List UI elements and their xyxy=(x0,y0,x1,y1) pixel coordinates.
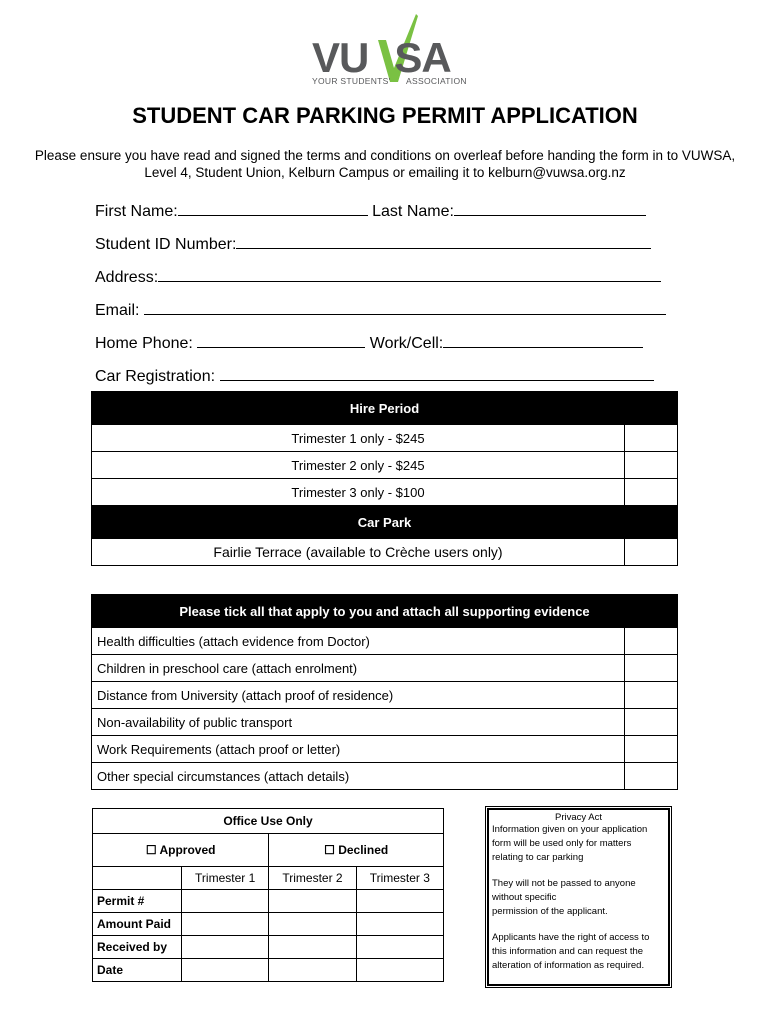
email-label: Email: xyxy=(95,302,140,319)
table-row xyxy=(92,479,678,506)
evidence-item-label: Distance from University (attach proof of residence) xyxy=(92,682,625,709)
hire-option-label: Trimester 3 only - $100 xyxy=(92,479,625,506)
address-row xyxy=(95,266,661,287)
last-name-field[interactable] xyxy=(454,200,646,216)
intro-text: Please ensure you have read and signed the terms and conditions on overleaf before handing the form in to VUWSA, Level 4, Student Union, Kelburn Campus or emailing it to kelburn@vuwsa.org.nz xyxy=(34,148,736,180)
table-row xyxy=(92,425,678,452)
table-row xyxy=(92,682,678,709)
office-cell[interactable] xyxy=(182,890,269,913)
evidence-checkbox[interactable] xyxy=(625,763,678,790)
phone-row xyxy=(95,332,643,353)
row-label: Permit # xyxy=(93,890,182,913)
home-phone-field[interactable] xyxy=(197,332,365,348)
row-label: Amount Paid xyxy=(93,913,182,936)
office-cell[interactable] xyxy=(269,936,356,959)
car-park-option-label: Fairlie Terrace (available to Crèche users only) xyxy=(92,539,625,566)
office-cell[interactable] xyxy=(269,890,356,913)
row-label: Received by xyxy=(93,936,182,959)
email-row xyxy=(95,299,666,320)
table-row xyxy=(92,763,678,790)
hire-option-checkbox[interactable] xyxy=(625,479,678,506)
privacy-act-box xyxy=(487,808,670,986)
table-row xyxy=(92,452,678,479)
first-name-field[interactable] xyxy=(178,200,368,216)
evidence-checkbox[interactable] xyxy=(625,628,678,655)
column-header: Trimester 3 xyxy=(356,867,443,890)
office-cell[interactable] xyxy=(182,913,269,936)
office-cell[interactable] xyxy=(356,959,443,982)
hire-period-header: Hire Period xyxy=(92,392,678,425)
car-park-header: Car Park xyxy=(92,506,678,539)
student-id-field[interactable] xyxy=(236,233,651,249)
privacy-paragraph: Applicants have the right of access to this information and can request the alteration of information as required. xyxy=(492,932,650,971)
table-row xyxy=(92,628,678,655)
evidence-item-label: Health difficulties (attach evidence from Doctor) xyxy=(92,628,625,655)
table-row xyxy=(92,539,678,566)
work-cell-label: Work/Cell: xyxy=(369,335,444,352)
declined-checkbox[interactable]: ☐ Declined xyxy=(269,834,444,867)
hire-option-label: Trimester 1 only - $245 xyxy=(92,425,625,452)
student-id-label: Student ID Number: xyxy=(95,236,237,253)
hire-option-label: Trimester 2 only - $245 xyxy=(92,452,625,479)
office-cell[interactable] xyxy=(356,890,443,913)
last-name-label: Last Name: xyxy=(372,203,454,220)
car-registration-row xyxy=(95,365,654,386)
row-label: Date xyxy=(93,959,182,982)
approved-checkbox[interactable]: ☐ Approved xyxy=(93,834,269,867)
evidence-header: Please tick all that apply to you and attach all supporting evidence xyxy=(92,595,678,628)
evidence-item-label: Other special circumstances (attach details) xyxy=(92,763,625,790)
address-label: Address: xyxy=(95,269,159,286)
evidence-checkbox[interactable] xyxy=(625,736,678,763)
evidence-table xyxy=(91,594,678,790)
evidence-checkbox[interactable] xyxy=(625,709,678,736)
table-row xyxy=(92,736,678,763)
privacy-title: Privacy Act xyxy=(555,812,602,823)
hire-option-checkbox[interactable] xyxy=(625,452,678,479)
office-cell[interactable] xyxy=(356,936,443,959)
car-registration-label: Car Registration: xyxy=(95,368,216,385)
office-cell[interactable] xyxy=(182,959,269,982)
column-header: Trimester 2 xyxy=(269,867,356,890)
office-cell[interactable] xyxy=(269,913,356,936)
table-row xyxy=(92,709,678,736)
evidence-item-label: Children in preschool care (attach enrolment) xyxy=(92,655,625,682)
email-field[interactable] xyxy=(144,299,666,315)
name-row xyxy=(95,200,646,221)
table-row xyxy=(92,655,678,682)
first-name-label: First Name: xyxy=(95,203,178,220)
page-title: STUDENT CAR PARKING PERMIT APPLICATION xyxy=(132,103,638,128)
evidence-checkbox[interactable] xyxy=(625,682,678,709)
car-park-checkbox[interactable] xyxy=(625,539,678,566)
student-id-row xyxy=(95,233,651,254)
privacy-paragraph: Information given on your application form will be used only for matters relating to car parking xyxy=(492,824,648,863)
work-cell-field[interactable] xyxy=(443,332,643,348)
column-header: Trimester 1 xyxy=(182,867,269,890)
privacy-paragraph: permission of the applicant. xyxy=(492,906,608,917)
vuwsa-logo: VU SA YOUR STUDENTS' ASSOCIATION xyxy=(308,12,478,90)
car-registration-field[interactable] xyxy=(220,365,654,381)
address-field[interactable] xyxy=(158,266,661,282)
office-cell[interactable] xyxy=(356,913,443,936)
home-phone-label: Home Phone: xyxy=(95,335,193,352)
office-cell[interactable] xyxy=(269,959,356,982)
privacy-paragraph: They will not be passed to anyone without specific xyxy=(492,878,636,903)
hire-period-table xyxy=(91,391,678,566)
hire-option-checkbox[interactable] xyxy=(625,425,678,452)
office-use-header: Office Use Only xyxy=(93,809,444,834)
evidence-item-label: Non-availability of public transport xyxy=(92,709,625,736)
office-use-table xyxy=(92,808,444,982)
office-cell[interactable] xyxy=(182,936,269,959)
evidence-item-label: Work Requirements (attach proof or letter) xyxy=(92,736,625,763)
evidence-checkbox[interactable] xyxy=(625,655,678,682)
